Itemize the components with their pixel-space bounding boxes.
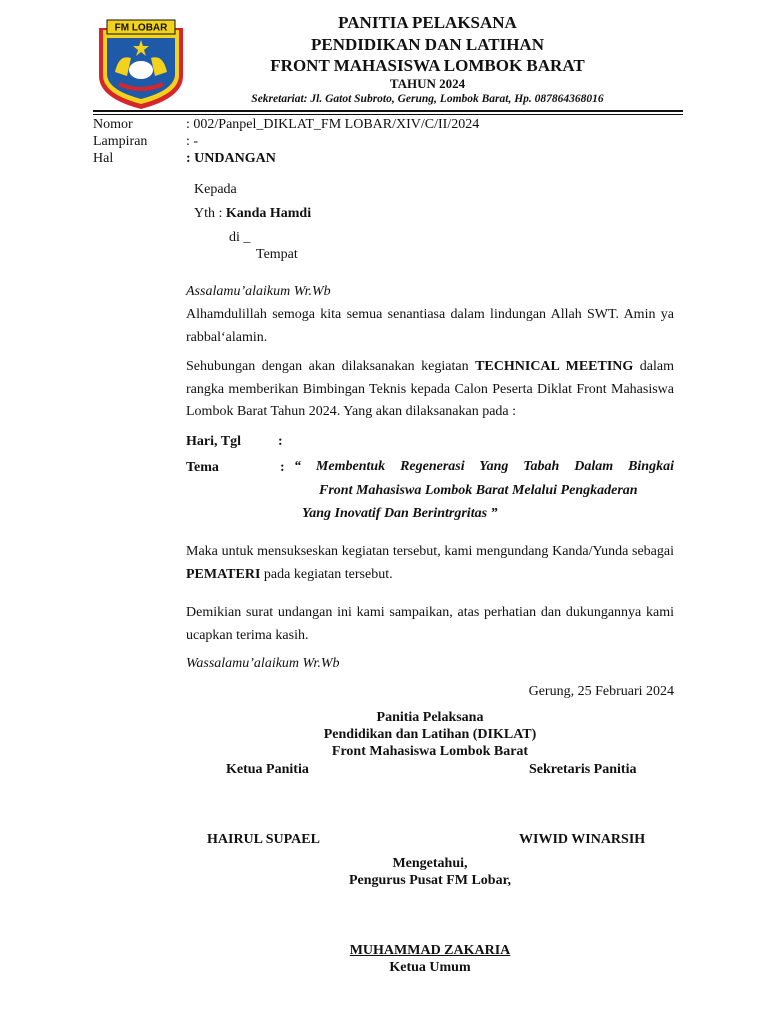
recipient-kepada: Kepada <box>194 182 237 197</box>
lampiran-label: Lampiran <box>93 134 148 149</box>
tema-label: Tema <box>186 460 219 475</box>
ketua-umum-name: MUHAMMAD ZAKARIA <box>349 943 511 958</box>
letterhead-line-2: PENDIDIKAN DAN LATIHAN <box>311 35 544 54</box>
paragraph-4 <box>186 602 674 647</box>
letterhead-rule-thick <box>93 110 683 112</box>
paragraph-1 <box>186 304 674 349</box>
letterhead-address: Sekretariat: Jl. Gatot Subroto, Gerung, Lombok Barat, Hp. 087864368016 <box>251 93 604 105</box>
hari-colon: : <box>278 434 283 449</box>
letterhead-line-3: FRONT MAHASISWA LOMBOK BARAT <box>270 56 585 75</box>
nomor-label: Nomor <box>93 117 133 132</box>
org-line-3: Front Mahasiswa Lombok Barat <box>331 744 529 759</box>
letterhead-year: TAHUN 2024 <box>389 76 466 91</box>
letterhead-line-1: PANITIA PELAKSANA <box>338 13 517 32</box>
recipient-di: di _ <box>229 230 251 245</box>
pengurus-text: Pengurus Pusat FM Lobar, <box>348 873 512 888</box>
paragraph-2-start: Sehubungan dengan akan dilaksanakan kegiatan <box>186 359 469 374</box>
lampiran-value: : - <box>186 134 199 149</box>
tema-line-1: “ Membentuk Regenerasi Yang Tabah Dalam Bingkai <box>294 459 674 474</box>
ketua-umum-title: Ketua Umum <box>389 960 471 975</box>
hal-value: : UNDANGAN <box>186 151 276 166</box>
sekretaris-panitia-name: WIWID WINARSIH <box>519 832 646 847</box>
greeting: Assalamu’alaikum Wr.Wb <box>186 284 331 299</box>
letterhead-rule-thin <box>93 114 683 115</box>
mengetahui-text: Mengetahui, <box>392 856 468 871</box>
hari-label: Hari, Tgl <box>186 434 241 449</box>
paragraph-3 <box>186 541 674 586</box>
nomor-value: : 002/Panpel_DIKLAT_FM LOBAR/XIV/C/II/2024 <box>186 117 480 132</box>
place-date: Gerung, 25 Februari 2024 <box>528 684 674 699</box>
fm-lobar-logo <box>97 18 185 110</box>
org-line-2: Pendidikan dan Latihan (DIKLAT) <box>323 727 537 742</box>
pemateri-text: PEMATERI <box>186 566 261 582</box>
recipient-tempat: Tempat <box>256 247 298 262</box>
tema-colon: : <box>280 460 285 475</box>
recipient-line <box>194 206 311 222</box>
org-line-1: Panitia Pelaksana <box>376 710 484 725</box>
paragraph-4-text: Demikian surat undangan ini kami sampaikan, atas perhatian dan dukungannya kami ucapkan terima kasih. <box>186 605 674 643</box>
logo-text: FM LOBAR <box>114 22 168 34</box>
tema-line-3: Yang Inovatif Dan Berintrgritas ” <box>302 506 498 521</box>
tema-line-2: Front Mahasiswa Lombok Barat Melalui Pengkaderan <box>319 483 638 498</box>
paragraph-2 <box>186 356 674 424</box>
hal-label: Hal <box>93 151 114 166</box>
ketua-panitia-title: Ketua Panitia <box>226 762 309 777</box>
recipient-name: Kanda Hamdi <box>225 206 312 221</box>
paragraph-1-text: Alhamdulillah semoga kita semua senantiasa dalam lindungan Allah SWT. Amin ya rabbal‘alamin. <box>186 307 674 345</box>
yth-prefix: Yth : <box>194 206 223 221</box>
paragraph-2-end: dalam rangka memberikan Bimbingan Teknis kepada Calon Peserta Diklat Front Mahasiswa Lombok Barat Tahun 2024. Yang akan dilaksanakan pada : <box>186 359 674 419</box>
technical-meeting-text: TECHNICAL MEETING <box>475 359 634 374</box>
closing-greeting: Wassalamu’alaikum Wr.Wb <box>186 656 340 671</box>
paragraph-3-end: pada kegiatan tersebut. <box>263 566 393 582</box>
ketua-panitia-name: HAIRUL SUPAEL <box>207 832 320 847</box>
paragraph-3-start: Maka untuk mensukseskan kegiatan tersebut, kami mengundang Kanda/Yunda sebagai <box>186 544 674 559</box>
sekretaris-panitia-title: Sekretaris Panitia <box>529 762 637 777</box>
